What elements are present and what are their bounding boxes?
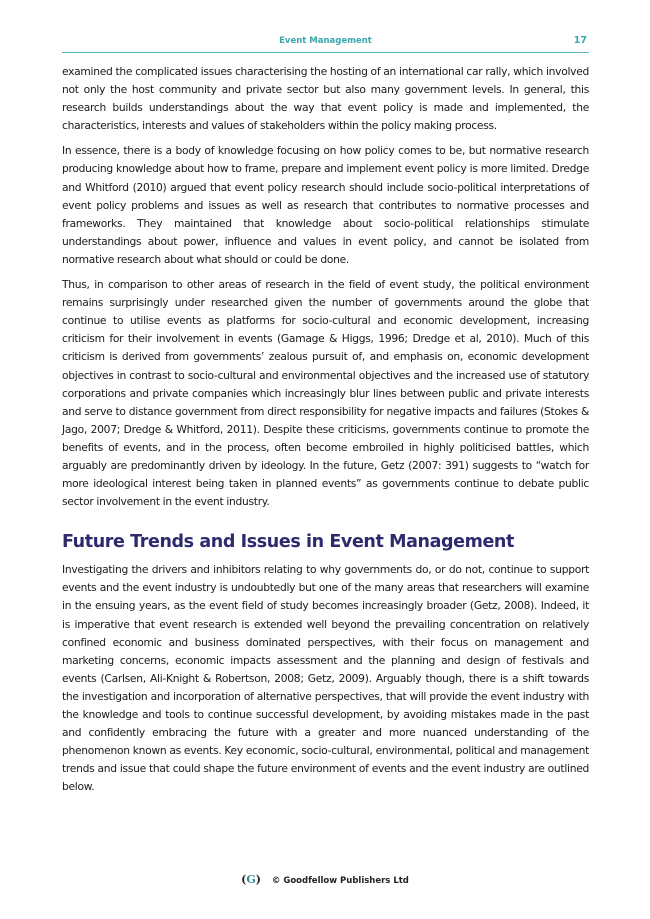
body-paragraph-2: In essence, there is a body of knowledge focusing on how policy comes to be, but normative research producing knowledge about how to frame, prepare and implement event policy is more limited. Dredge and Whitford (2010) argued that event policy research should include socio-political interpretations of event policy problems and issues as well as research that contributes to normative processes and frameworks. They maintained that knowledge about socio-political relationships stimulate understandings about power, influence and values in event policy, and cannot be isolated from normative research about what should or could be done.	[62, 144, 589, 266]
page-footer	[0, 873, 650, 886]
section-heading: Future Trends and Issues in Event Management	[62, 532, 514, 553]
logo-letter: G	[246, 873, 256, 886]
logo-paren-close: )	[255, 873, 261, 886]
page-body	[62, 63, 589, 803]
publisher-logo	[241, 873, 261, 886]
running-header-title: Event Management	[279, 36, 372, 46]
section-paragraph: Investigating the drivers and inhibitors relating to why governments do, or do not, continue to support events and the event industry is undoubtedly but one of the many areas that researchers will examine in the ensuing years, as the event field of study becomes increasingly broader (Getz, 2008). Indeed, it is imperative that event research is extended well beyond the prevailing concentration on relatively confined economic and business dominated perspectives, with their focus on management and marketing concerns, economic impacts assessment and the planning and design of festivals and events (Carlsen, Ali-Knight & Robertson, 2008; Getz, 2009). Arguably though, there is a shift towards the investigation and incorporation of alternative perspectives, that will provide the event industry with the knowledge and tools to continue successful development, by avoiding mistakes made in the past and confidently embracing the future with a greater and more nuanced understanding of the phenomenon known as events. Key economic, socio-cultural, environmental, political and management trends and issue that could shape the future environment of events and the event industry are outlined below.	[62, 563, 589, 794]
logo-paren-open: (	[241, 873, 247, 886]
copyright-text: © Goodfellow Publishers Ltd	[271, 876, 409, 886]
running-header	[62, 34, 589, 53]
body-paragraph-1: examined the complicated issues characterising the hosting of an international car rally, which involved not only the host community and private sector but also many government levels. In general, this research builds understandings about the way that event policy is made and implemented, the characteristics, interests and values of stakeholders within the policy making process.	[62, 65, 589, 133]
page-number: 17	[573, 35, 587, 46]
body-paragraph-3: Thus, in comparison to other areas of research in the field of event study, the political environment remains surprisingly under researched given the number of governments around the globe that continue to utilise events as platforms for socio-cultural and economic development, increasing criticism for their involvement in events (Gamage & Higgs, 1996; Dredge et al, 2010). Much of this criticism is derived from governments’ zealous pursuit of, and emphasis on, economic development objectives in contrast to socio-cultural and environmental objectives and the increased use of statutory corporations and private companies which increasingly blur lines between public and private interests and serve to distance government from direct responsibility for negative impacts and failures (Stokes & Jago, 2007; Dredge & Whitford, 2011). Despite these criticisms, governments continue to promote the benefits of events, and in the process, often become embroiled in highly politicised battles, which arguably are predominantly driven by ideology. In the future, Getz (2007: 391) suggests to “watch for more ideological interest being taken in planned events” as governments continue to debate public sector involvement in the event industry.	[62, 278, 589, 509]
